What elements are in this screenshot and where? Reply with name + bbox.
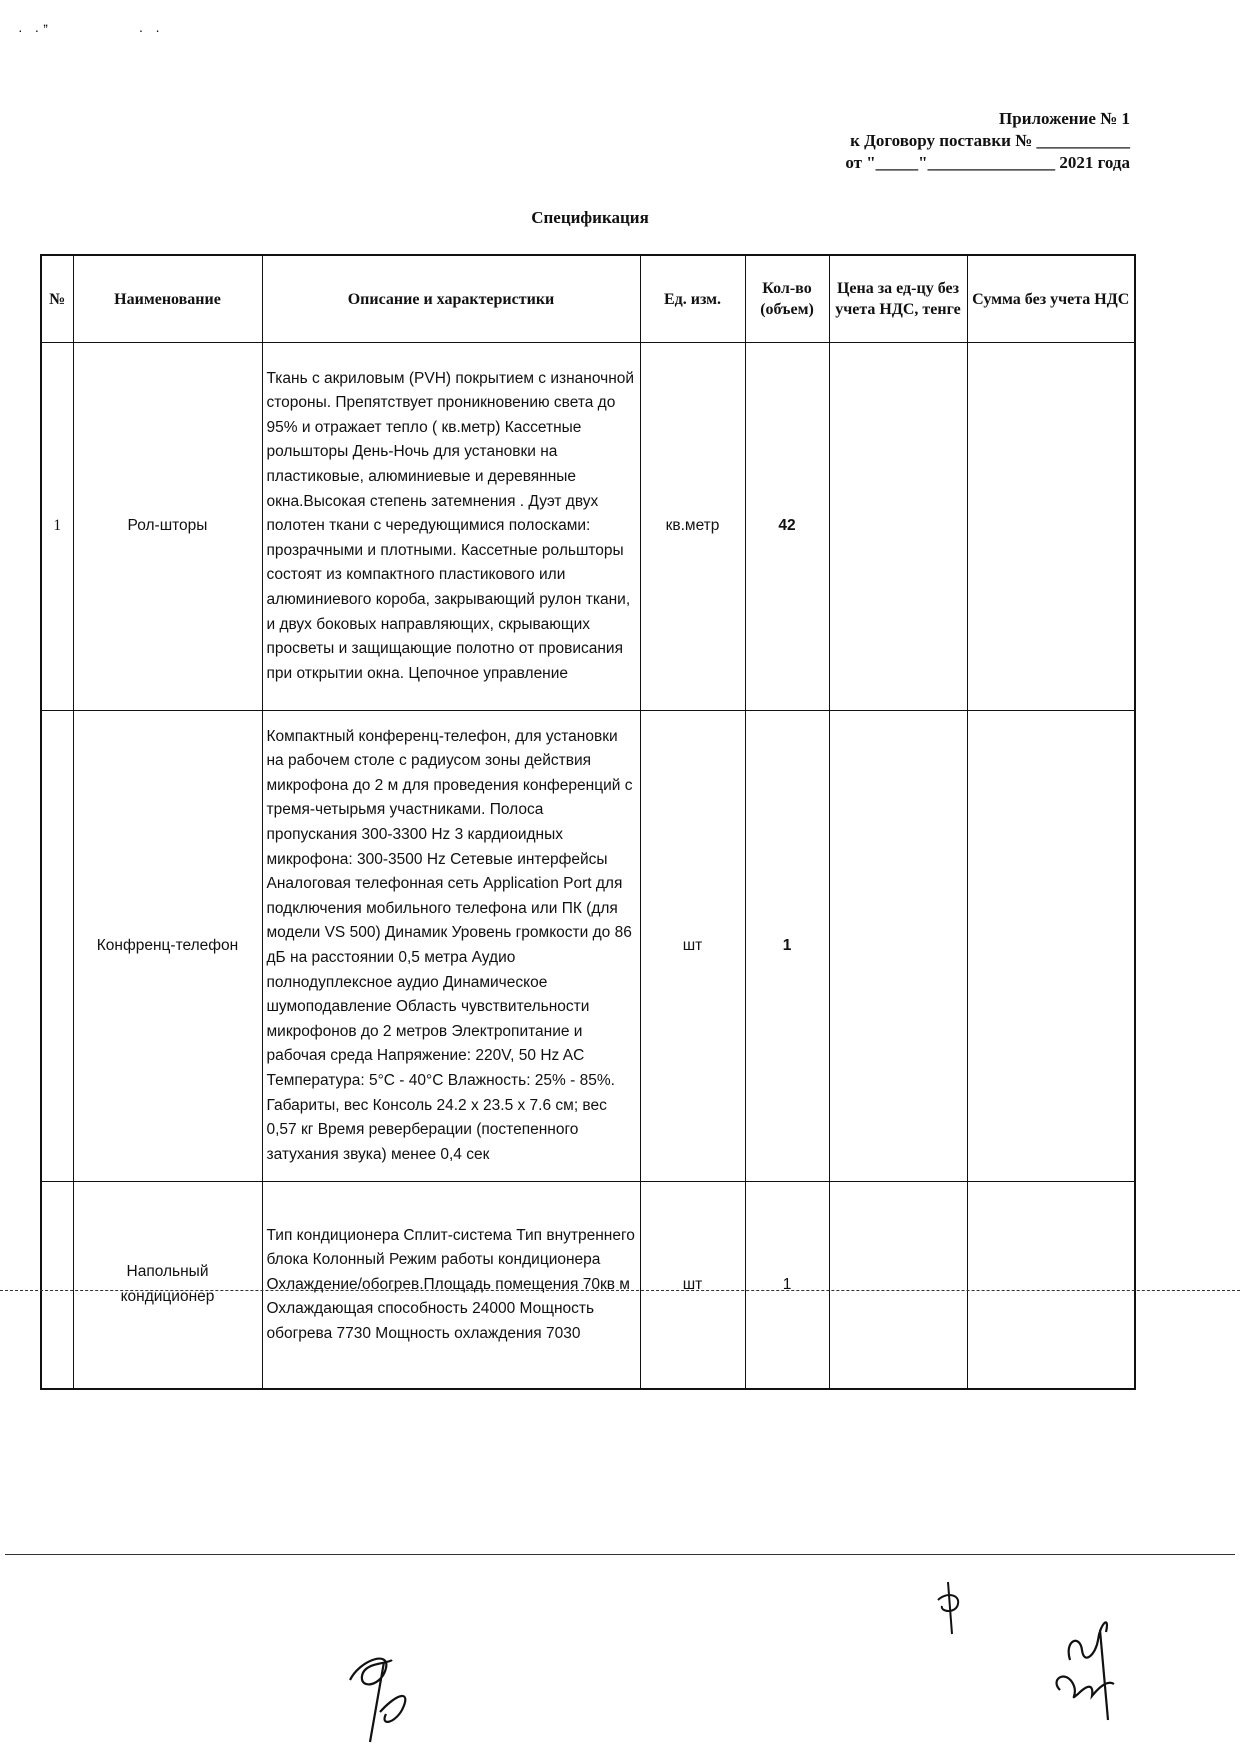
header-unit-price: Цена за ед-цу без учета НДС, тенге <box>829 255 967 343</box>
item-sum <box>967 1182 1135 1390</box>
signature-left <box>340 1640 430 1750</box>
item-name: Напольный кондиционер <box>73 1182 262 1390</box>
row-number: 1 <box>41 343 73 711</box>
header-quantity: Кол-во (объем) <box>745 255 829 343</box>
header-sum: Сумма без учета НДС <box>967 255 1135 343</box>
item-quantity: 42 <box>745 343 829 711</box>
table-row <box>41 343 1135 711</box>
item-description: Тип кондиционера Сплит-система Тип внутреннего блока Колонный Режим работы кондиционера Охлаждение/обогрев.Площадь помещения 70кв м Охлаждающая способность 24000 Мощность обогрева 7730 Мощность охлаждения 7030 <box>262 1182 640 1390</box>
item-unit-price <box>829 1182 967 1390</box>
appendix-header <box>650 108 1130 174</box>
appendix-number: Приложение № 1 <box>999 109 1130 128</box>
contract-date: от "_____"_______________ 2021 года <box>845 153 1130 172</box>
contract-reference: к Договору поставки № ___________ <box>850 131 1130 150</box>
document-title: Спецификация <box>531 208 649 227</box>
row-number <box>41 1182 73 1390</box>
item-name: Конфренц-телефон <box>73 711 262 1182</box>
item-quantity: 1 <box>745 711 829 1182</box>
header-num: № <box>41 255 73 343</box>
item-unit-price <box>829 343 967 711</box>
signature-right <box>1030 1610 1140 1730</box>
signature-mark-small <box>930 1578 970 1638</box>
item-name: Рол-шторы <box>73 343 262 711</box>
page-separator-line <box>5 1554 1235 1555</box>
item-unit: шт <box>640 711 745 1182</box>
specification-table <box>40 254 1136 1390</box>
table-header-row <box>41 255 1135 343</box>
page-fold-line <box>0 1290 1240 1291</box>
header-description: Описание и характеристики <box>262 255 640 343</box>
scan-specks: · ·ˮ · · <box>18 22 164 38</box>
item-description: Компактный конференц-телефон, для установки на рабочем столе с радиусом зоны действия микрофона до 2 м для проведения конференций с тремя-четырьмя участниками. Полоса пропускания 300-3300 Hz 3 кардиоидных микрофона: 300-3500 Hz Сетевые интерфейсы Аналоговая телефонная сеть Application Port для подключения мобильного телефона или ПК (для модели VS 500) Динамик Уровень громкости до 86 дБ на расстоянии 0,5 метра Аудио полнодуплексное аудио Динамическое шумоподавление Область чувствительности микрофонов до 2 метров Электропитание и рабочая среда Напряжение: 220V, 50 Hz AC Температура: 5°C - 40°C Влажность: 25% - 85%. Габариты, вес Консоль 24.2 x 23.5 x 7.6 см; вес 0,57 кг Время реверберации (постепенного затухания звука) менее 0,4 сек <box>262 711 640 1182</box>
table-row <box>41 1182 1135 1390</box>
item-sum <box>967 343 1135 711</box>
table-row <box>41 711 1135 1182</box>
row-number <box>41 711 73 1182</box>
header-name: Наименование <box>73 255 262 343</box>
item-unit-price <box>829 711 967 1182</box>
item-description: Ткань с акриловым (PVH) покрытием с изнаночной стороны. Препятствует проникновению света до 95% и отражает тепло ( кв.метр) Кассетные рольшторы День-Ночь для установки на пластиковые, алюминиевые и деревянные окна.Высокая степень затемнения . Дуэт двух полотен ткани с чередующимися полосками: прозрачными и плотными. Кассетные рольшторы состоят из компактного пластикового или алюминиевого короба, закрывающий рулон ткани, и двух боковых направляющих, скрывающих просветы и защищающие полотно от провисания при открытии окна. Цепочное управление <box>262 343 640 711</box>
item-sum <box>967 711 1135 1182</box>
item-unit: кв.метр <box>640 343 745 711</box>
item-quantity: 1 <box>745 1182 829 1390</box>
item-unit: шт <box>640 1182 745 1390</box>
header-unit: Ед. изм. <box>640 255 745 343</box>
